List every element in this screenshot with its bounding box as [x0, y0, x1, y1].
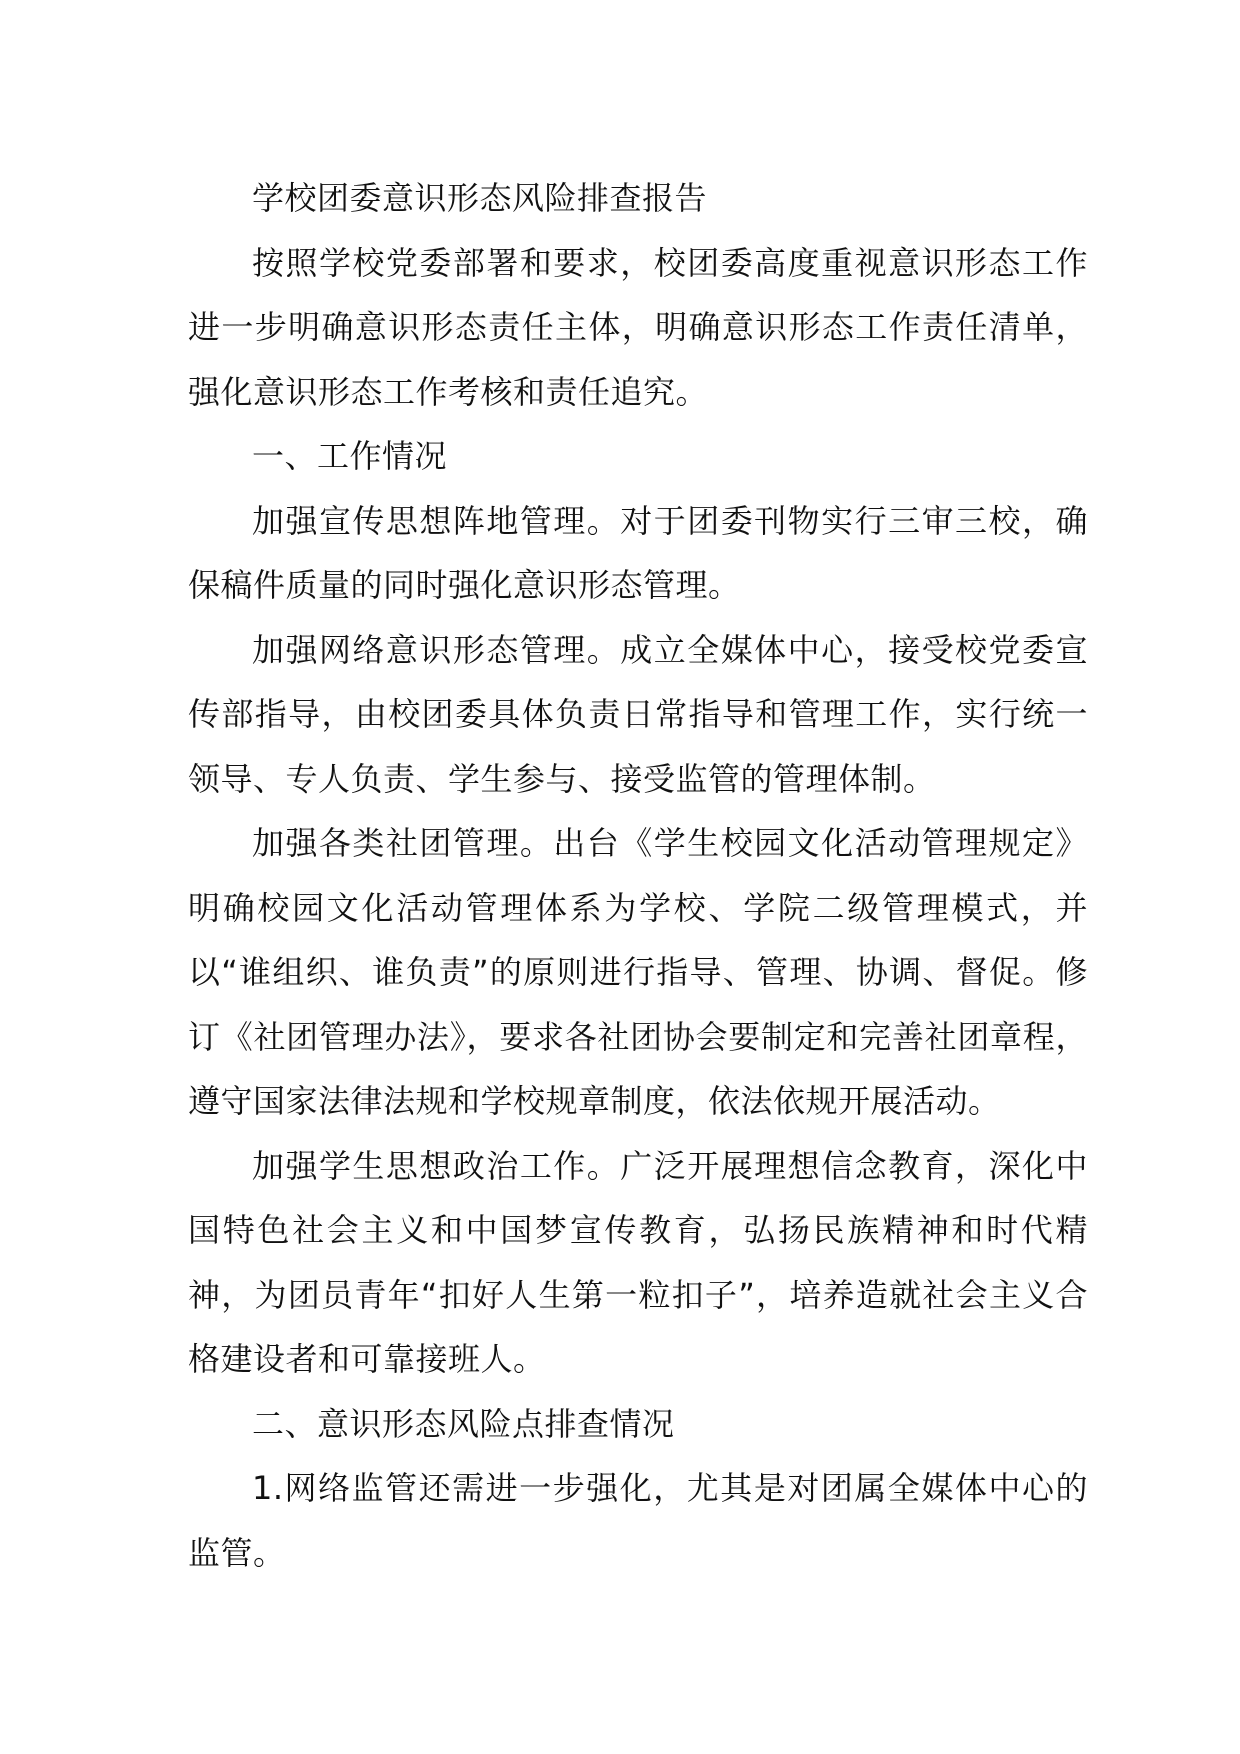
document-title: 学校团委意识形态风险排查报告 [252, 179, 708, 217]
document-body [188, 166, 1088, 1585]
paragraph-clubs: 加强各类社团管理。出台《学生校园文化活动管理规定》明确校园文化活动管理体系为学校、学院二级管理模式，并以“谁组织、谁负责”的原则进行指导、管理、协调、督促。修订《社团管理办法》，要求各社团协会要制定和完善社团章程，遵守国家法律法规和学校规章制度，依法依规开展活动。 [188, 824, 1088, 1120]
section-heading-risk-check: 二、意识形态风险点排查情况 [252, 1404, 675, 1443]
section-heading-work-status: 一、工作情况 [252, 437, 448, 475]
paragraph-intro: 按照学校党委部署和要求，校团委高度重视意识形态工作进一步明确意识形态责任主体，明确意识形态工作责任清单，强化意识形态工作考核和责任追究。 [188, 243, 1088, 411]
paragraph-network: 加强网络意识形态管理。成立全媒体中心，接受校党委宣传部指导，由校团委具体负责日常指导和管理工作，实行统一领导、专人负责、学生参与、接受监管的管理体制。 [188, 630, 1088, 798]
paragraph-publicity: 加强宣传思想阵地管理。对于团委刊物实行三审三校，确保稿件质量的同时强化意识形态管理。 [188, 501, 1088, 604]
paragraph-ideology-work: 加强学生思想政治工作。广泛开展理想信念教育，深化中国特色社会主义和中国梦宣传教育，弘扬民族精神和时代精神，为团员青年“扣好人生第一粒扣子”，培养造就社会主义合格建设者和可靠接班人。 [188, 1146, 1088, 1378]
paragraph-risk-1: 1.网络监管还需进一步强化，尤其是对团属全媒体中心的监管。 [188, 1469, 1088, 1572]
